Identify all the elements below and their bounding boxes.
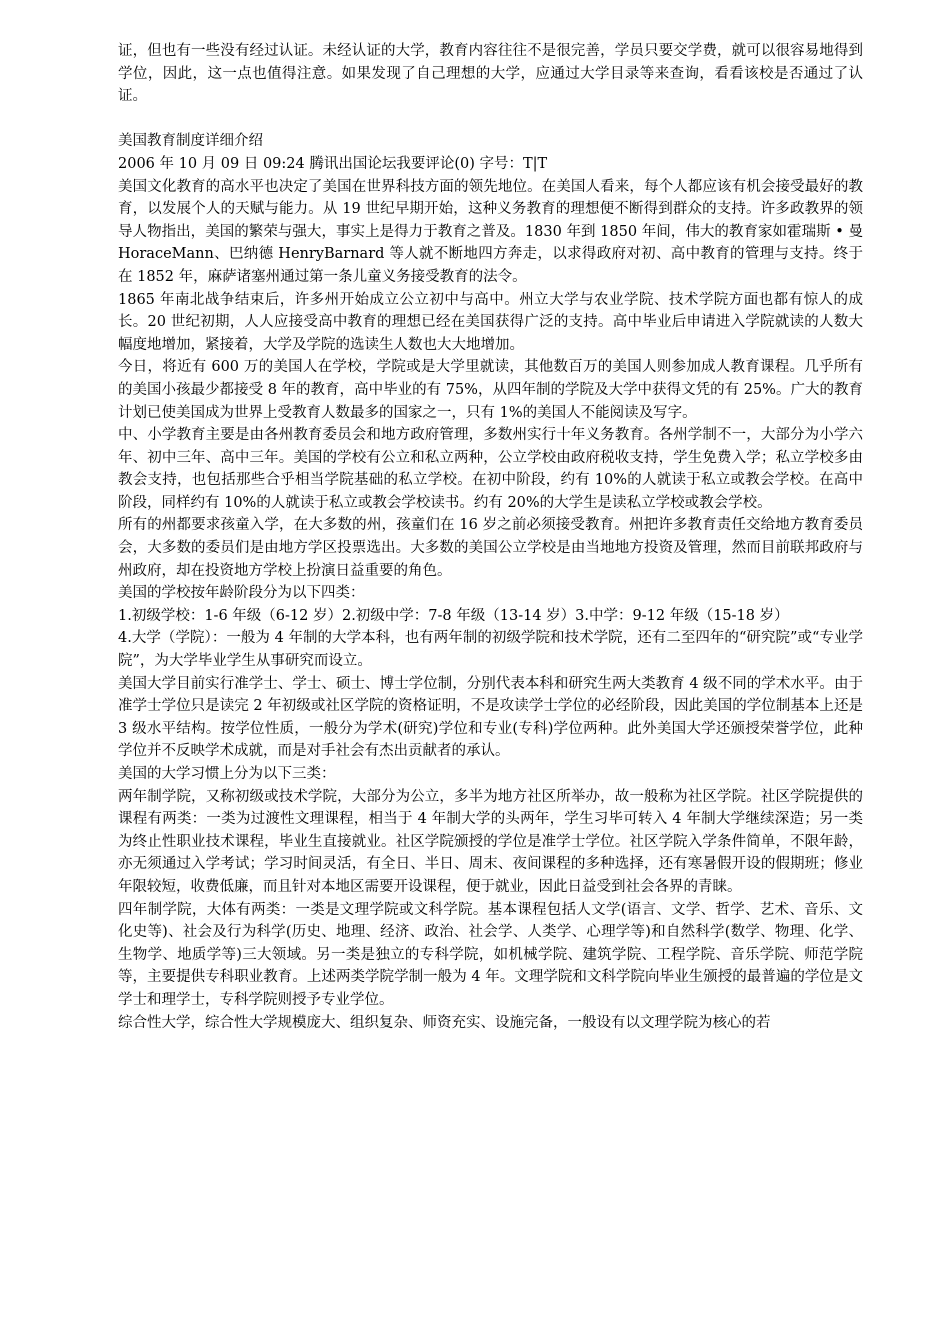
paragraph: 4.大学（学院）：一般为 4 年制的大学本科，也有两年制的初级学院和技术学院，还有二至四年的“研究院”或“专业学院”，为大学毕业学生从事研究而设立。 <box>118 630 863 670</box>
paragraph: 美国的大学习惯上分为以下三类： <box>118 766 336 782</box>
paragraph: 1.初级学校：1-6 年级（6-12 岁）2.初级中学：7-8 年级（13-14 岁）3.中学：9-12 年级（15-18 岁） <box>118 607 789 624</box>
paragraph: 两年制学院，又称初级或技术学院，大部分为公立，多半为地方社区所举办，故一般称为社区学院。社区学院提供的课程有两类：一类为过渡性文理课程，相当于 4 年制大学的头两年，学生习毕可转入 4 年制大学继续深造；另一类为终止性职业技术课程，毕业生直接就业。社区学院颁授的学位是准学士学位。社区学院入学条件简单，不限年龄，亦无须通过入学考试；学习时间灵活，有全日、半日、周末、夜间课程的多种选择，还有寒暑假开设的假期班；修业年限较短，收费低廉，而且针对本地区需要开设课程，便于就业，因此日益受到社会各界的青睐。 <box>118 788 863 895</box>
article-title: 美国教育制度详细介绍 <box>118 133 263 150</box>
paragraph: 中、小学教育主要是由各州教育委员会和地方政府管理，多数州实行十年义务教育。各州学制不一，大部分为小学六年、初中三年、高中三年。美国的学校有公立和私立两种，公立学校由政府税收支持，学生免费入学；私立学校多由教会支持，也包括那些合乎相当学院基础的私立学校。在初中阶段，约有 10%的人就读于私立或教会学校。在高中阶段，同样约有 10%的人就读于私立或教会学校读书。约有 20%的大学生是读私立学校或教会学校。 <box>118 427 863 511</box>
paragraph: 美国的学校按年龄阶段分为以下四类： <box>118 585 365 602</box>
article-meta: 2006 年 10 月 09 日 09:24 腾讯出国论坛我要评论(0) 字号：T|T <box>118 155 548 172</box>
paragraph: 综合性大学，综合性大学规模庞大、组织复杂、师资充实、设施完备，一般设有以文理学院为核心的若 <box>118 1014 771 1031</box>
paragraph: 所有的州都要求孩童入学，在大多数的州，孩童们在 16 岁之前必须接受教育。州把许多教育责任交给地方教育委员会，大多数的委员们是由地方学区投票选出。大多数的美国公立学校是由当地地方投资及管理，然而目前联邦政府与州政府，却在投资地方学校上扮演日益重要的角色。 <box>118 517 863 579</box>
paragraph: 美国大学目前实行准学士、学士、硕士、博士学位制，分别代表本科和研究生两大类教育 4 级不同的学术水平。由于准学士学位只是读完 2 年初级或社区学院的资格证明，不是攻读学士学位的必经阶段，因此美国的学位制基本上还是 3 级水平结构。按学位性质，一般分为学术(研究)学位和专业(专科)学位两种。此外美国大学还颁授荣誉学位，此种学位并不反映学术成就，而是对手社会有杰出贡献者的承认。 <box>118 675 863 760</box>
blank-line <box>118 108 863 131</box>
paragraph: 美国文化教育的高水平也决定了美国在世界科技方面的领先地位。在美国人看来，每个人都应该有机会接受最好的教育，以发展个人的天赋与能力。从 19 世纪早期开始，这种义务教育的理想便不断得到群众的支持。许多政教界的领导人物指出，美国的繁荣与强大，事实上是得力于教育之普及。1830 年到 1850 年间，伟大的教育家如霍瑞斯 • 曼 HoraceMann、巴纳德 HenryBarnard 等人就不断地四方奔走，以求得政府对初、高中教育的管理与支持。终于在 1852 年，麻萨诸塞州通过第一条儿童义务接受教育的法令。 <box>118 178 863 285</box>
paragraph: 四年制学院，大体有两类：一类是文理学院或文科学院。基本课程包括人文学(语言、文学、哲学、艺术、音乐、文化史等)、社会及行为科学(历史、地理、经济、政治、社会学、人类学、心理学等)和自然科学(数学、物理、化学、生物学、地质学等)三大领域。另一类是独立的专科学院，如机械学院、建筑学院、工程学院、音乐学院、师范学院等，主要提供专科职业教育。上述两类学院学制一般为 4 年。文理学院和文科学院向毕业生颁授的最普遍的学位是文学士和理学士，专科学院则授予专业学位。 <box>118 901 863 1008</box>
paragraph: 1865 年南北战争结束后，许多州开始成立公立初中与高中。州立大学与农业学院、技术学院方面也都有惊人的成长。20 世纪初期，人人应接受高中教育的理想已经在美国获得广泛的支持。高中毕业后申请进入学院就读的人数大幅度地增加，紧接着，大学及学院的选读生人数也大大地增加。 <box>118 291 863 353</box>
intro-paragraph: 证，但也有一些没有经过认证。未经认证的大学，教育内容往往不是很完善，学员只要交学费，就可以很容易地得到学位，因此，这一点也值得注意。如果发现了自己理想的大学，应通过大学目录等来查询，看看该校是否通过了认证。 <box>118 43 863 105</box>
document-page <box>118 40 863 1034</box>
paragraph: 今日，将近有 600 万的美国人在学校，学院或是大学里就读，其他数百万的美国人则参加成人教育课程。几乎所有的美国小孩最少都接受 8 年的教育，高中毕业的有 75%，从四年制的学院及大学中获得文凭的有 25%。广大的教育计划已使美国成为世界上受教育人数最多的国家之一，只有 1%的美国人不能阅读及写字。 <box>118 359 863 421</box>
